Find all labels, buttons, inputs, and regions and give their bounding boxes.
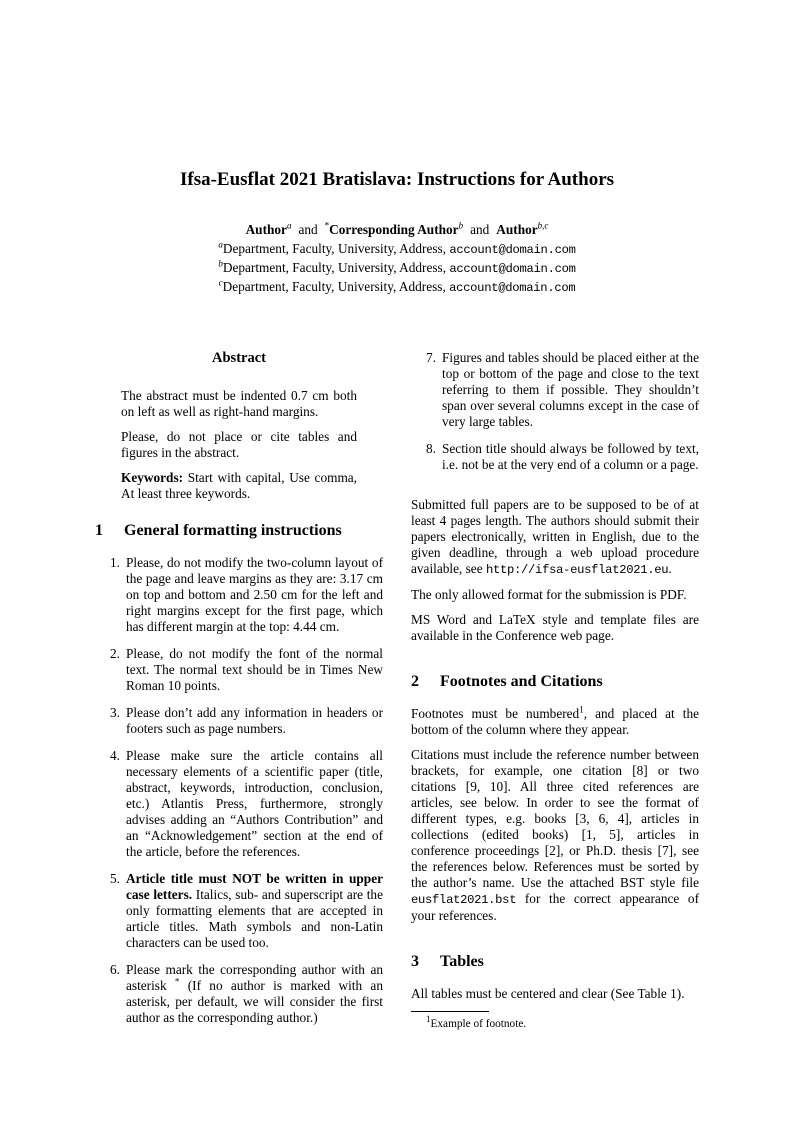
section-number: 3: [411, 953, 419, 970]
author-superscript-1: a: [286, 220, 292, 231]
footnote-rule: [411, 1011, 489, 1012]
submission-paragraph-3: MS Word and LaTeX style and template files are available in the Conference web page.: [411, 612, 699, 643]
keywords-text: Start with capital, Use comma, At least three keywords.: [121, 470, 358, 501]
abstract-section: [95, 350, 383, 502]
numbered-list-continued: [411, 350, 699, 484]
list-item-text: [126, 871, 383, 951]
section-title: Footnotes and Citations: [440, 673, 603, 690]
list-item-number: 4.: [110, 748, 120, 763]
list-item-number: 1.: [110, 555, 120, 570]
author-superscript-2: b: [458, 220, 464, 231]
numbered-list: [95, 555, 383, 1026]
citations-paragraph: [411, 747, 699, 924]
corresponding-author-asterisk: *: [324, 220, 330, 231]
list-item-number: 3.: [110, 705, 120, 720]
affiliation-email: account@domain.com: [449, 262, 576, 276]
paragraph-run: for the correct appearance of your references.: [411, 891, 699, 923]
affiliation-line-c: [95, 278, 699, 297]
tables-paragraph: All tables must be centered and clear (See Table 1).: [411, 986, 685, 1001]
section-heading-3: [411, 952, 699, 971]
list-item-rest: Italics, sub- and superscript are the only formatting elements that are accepted in article titles. Math symbols and non-Latin characters can be used too.: [126, 887, 383, 950]
affiliation-block: [95, 240, 699, 297]
abstract-heading: Abstract: [212, 350, 266, 366]
list-item-text: Please, do not modify the two-column layout of the page and leave margins as they are: 3.17 cm on top and bottom and 2.50 cm for the left and right margins except for the first page, which has different margin at the top: 4.44 cm.: [126, 555, 383, 634]
affiliation-superscript: c: [218, 277, 223, 288]
footnote-number-superscript: 1: [426, 1014, 431, 1025]
list-item-run: Please mark the corresponding author with an asterisk: [126, 962, 383, 993]
conference-url: http://ifsa-eusflat2021.eu: [485, 563, 669, 577]
list-item-bold-lead: Article title must NOT be written in upper case letters.: [126, 871, 383, 902]
list-item-number: 5.: [110, 871, 120, 886]
paragraph-run: Footnotes must be numbered: [411, 706, 580, 721]
section-title: General formatting instructions: [124, 522, 342, 539]
author-name-1: Author: [245, 222, 287, 237]
bst-style-file: eusflat2021.bst: [411, 893, 517, 907]
footnotes-paragraph: [411, 706, 699, 738]
author-name-2: Corresponding Author: [329, 222, 459, 237]
right-column: [411, 350, 699, 1030]
list-item-3: [95, 705, 383, 737]
section-heading-2: [411, 672, 699, 691]
submission-paragraph-2: The only allowed format for the submission is PDF.: [411, 587, 687, 602]
affiliation-superscript: a: [218, 239, 223, 250]
list-item-number: 6.: [110, 962, 120, 977]
section-title: Tables: [440, 953, 484, 970]
list-item-7: [411, 350, 699, 430]
list-item-4: [95, 748, 383, 860]
paragraph-run: Submitted full papers are to be supposed to be of at least 4 pages length. The authors should submit their papers electronically, written in English, due to the given deadline, through a web upload procedure available, see: [411, 497, 699, 576]
list-item-run: (If no author is marked with an asterisk, per default, we will consider the first author as the corresponding author.): [126, 978, 383, 1025]
paragraph-run: , and placed at the bottom of the column where they appear.: [411, 706, 699, 737]
left-column: [95, 350, 383, 1026]
list-item-5: [95, 871, 383, 951]
list-item-8: [411, 441, 699, 473]
list-item-2: [95, 646, 383, 694]
section-number: 2: [411, 673, 419, 690]
author-line: [95, 221, 699, 238]
list-item-text: Please, do not modify the font of the normal text. The normal text should be in Times New Roman 10 points.: [126, 646, 383, 693]
affiliation-text: Department, Faculty, University, Address,: [222, 260, 447, 275]
footnote-marker-superscript: 1: [579, 704, 584, 715]
section-heading-1: [95, 521, 383, 540]
footnote-body: Example of footnote.: [430, 1018, 527, 1030]
list-item-number: 7.: [426, 350, 436, 365]
two-column-body: [95, 350, 699, 1030]
list-item-text: Section title should always be followed by text, i.e. not be at the very end of a column or a page.: [442, 441, 699, 472]
author-separator: and: [298, 222, 318, 237]
affiliation-text: Department, Faculty, University, Address,: [222, 241, 447, 256]
abstract-keywords: [121, 470, 357, 502]
abstract-paragraph-2: Please, do not place or cite tables and figures in the abstract.: [121, 429, 357, 460]
submission-paragraph-1: [411, 497, 699, 578]
abstract-paragraph-1: The abstract must be indented 0.7 cm both on left as well as right-hand margins.: [121, 388, 357, 419]
paper-title: Ifsa-Eusflat 2021 Bratislava: Instructions for Authors: [179, 169, 615, 190]
list-item-text: Please don’t add any information in headers or footers such as page numbers.: [126, 705, 383, 736]
affiliation-email: account@domain.com: [449, 281, 576, 295]
list-item-number: 2.: [110, 646, 120, 661]
author-separator: and: [470, 222, 490, 237]
list-item-6: [95, 962, 383, 1026]
keywords-label: Keywords:: [121, 470, 184, 485]
footnote-block: [411, 1011, 699, 1039]
affiliation-email: account@domain.com: [449, 243, 576, 257]
list-item-number: 8.: [426, 441, 436, 456]
affiliation-line-a: [95, 240, 699, 259]
footnote-text: [411, 1014, 699, 1031]
paragraph-run: Citations must include the reference number between brackets, for example, one citation [8] or two citations [9, 10]. All three cited references are articles, see below. In order to see the format of different types, e.g. books [3, 6, 4], articles in collections (edited books) [1, 5], articles in conference proceedings [2], or Ph.D. thesis [7], see the references below. References must be sorted by the author’s name. Use the attached BST style file: [411, 747, 699, 890]
paragraph-run: .: [668, 561, 672, 576]
list-item-text: [126, 962, 383, 1026]
affiliation-text: Department, Faculty, University, Address,: [222, 279, 446, 294]
affiliation-line-b: [95, 259, 699, 278]
asterisk-superscript: *: [174, 976, 180, 987]
list-item-1: [95, 555, 383, 635]
list-item-text: Figures and tables should be placed either at the top or bottom of the page and close to the text referring to them if possible. They shouldn’t span over several columns except in the case of very large tables.: [442, 350, 699, 429]
affiliation-superscript: b: [218, 258, 223, 269]
list-item-text: Please make sure the article contains all necessary elements of a scientific paper (title, abstract, keywords, introduction, conclusion, etc.) Atlantis Press, furthermore, strongly advises adding an “Authors Contribution” and an “Acknowledgement” section at the end of the article, before the references.: [126, 748, 383, 859]
section-number: 1: [95, 522, 103, 539]
author-name-3: Author: [496, 222, 538, 237]
author-superscript-3: b,c: [537, 220, 549, 231]
